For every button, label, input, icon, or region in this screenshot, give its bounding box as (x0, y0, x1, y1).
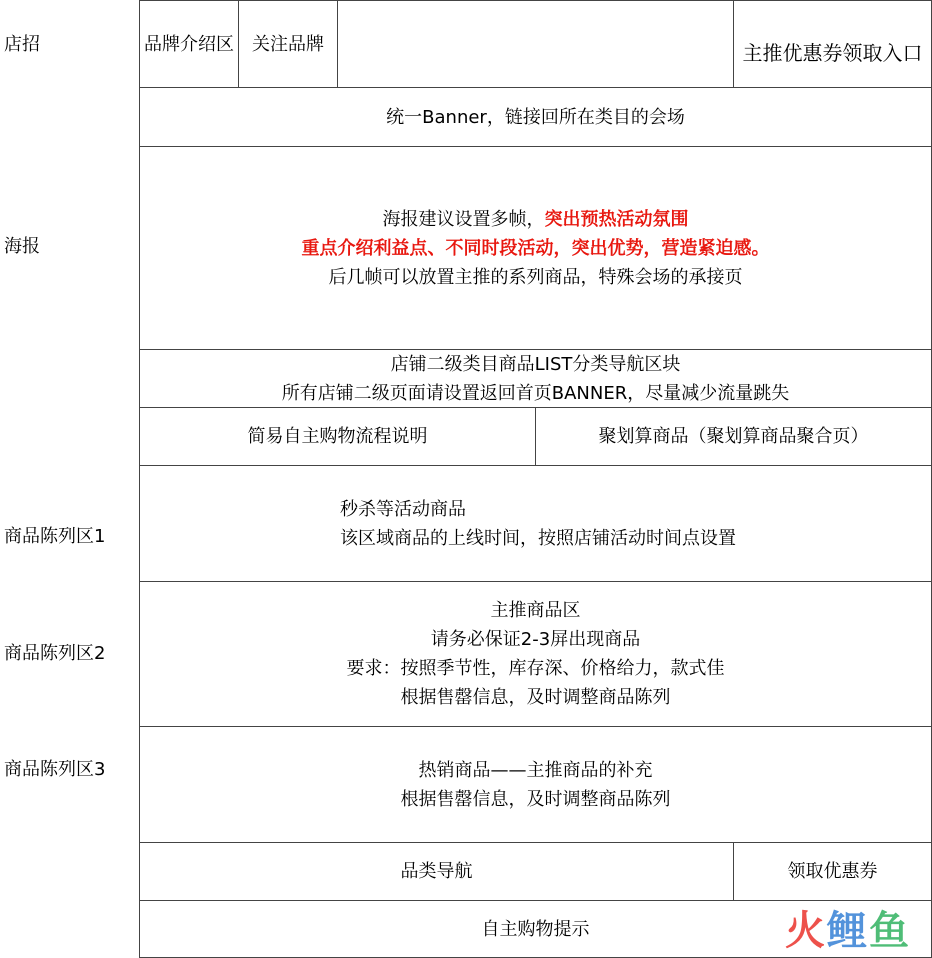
label-poster: 海报 (4, 236, 40, 257)
poster-cell (139, 147, 932, 350)
area2-line-2: 请务必保证2-3屏出现商品 (430, 629, 641, 650)
footer-text: 自主购物提示 (481, 918, 590, 940)
poster-line-2: 重点介绍利益点、不同时段活动，突出优势，营造紧迫感。 (301, 237, 770, 259)
nav-block-line-2: 所有店铺二级页面请设置返回首页BANNER，尽量减少流量跳失 (281, 382, 790, 404)
brand-intro-cell (139, 0, 239, 88)
coupon-entry-cell (734, 0, 932, 88)
banner-text: 统一Banner，链接回所在类目的会场 (386, 106, 685, 128)
footer-cell (139, 901, 932, 958)
poster-line-1: 海报建议设置多帧，突出预热活动氛围 (382, 208, 689, 230)
label-product-area-1: 商品陈列区1 (4, 526, 106, 547)
watermark-logo (785, 908, 909, 954)
label-product-area-3: 商品陈列区3 (4, 759, 106, 780)
area2-line-1: 主推商品区 (490, 600, 581, 621)
follow-brand-cell (239, 0, 338, 88)
area1-line-1: 秒杀等活动商品 (340, 498, 466, 520)
watermark-char-2: 鲤 (827, 908, 867, 954)
poster-line-3: 后几帧可以放置主推的系列商品，特殊会场的承接页 (328, 266, 743, 288)
area2-cell (139, 582, 932, 727)
category-nav-cell (139, 843, 734, 901)
get-coupon-text: 领取优惠券 (787, 861, 878, 882)
guide-right-cell (536, 408, 932, 466)
header-empty-cell (338, 0, 734, 88)
nav-block-cell (139, 350, 932, 408)
get-coupon-cell (734, 843, 932, 901)
coupon-entry-text: 主推优惠券领取入口 (742, 41, 923, 65)
category-nav-text: 品类导航 (400, 861, 473, 882)
guide-left-text: 简易自主购物流程说明 (247, 426, 428, 447)
label-product-area-2: 商品陈列区2 (4, 643, 106, 664)
guide-left-cell (139, 408, 536, 466)
label-shop-sign: 店招 (4, 34, 40, 55)
area2-line-3: 要求：按照季节性，库存深、价格给力，款式佳 (346, 658, 725, 679)
banner-cell (139, 88, 932, 147)
watermark-char-3: 鱼 (869, 908, 909, 954)
area1-cell (139, 466, 932, 582)
watermark-char-1: 火 (785, 908, 825, 954)
nav-block-line-1: 店铺二级类目商品LIST分类导航区块 (390, 353, 681, 375)
guide-right-text: 聚划算商品（聚划算商品聚合页） (598, 426, 869, 447)
area3-line-2: 根据售罄信息，及时调整商品陈列 (400, 788, 671, 810)
area1-line-2: 该区域商品的上线时间，按照店铺活动时间点设置 (340, 527, 736, 549)
brand-intro-text: 品牌介绍区 (144, 33, 234, 55)
area2-line-4: 根据售罄信息，及时调整商品陈列 (400, 687, 671, 708)
area3-line-1: 热销商品——主推商品的补充 (418, 759, 653, 781)
follow-brand-text: 关注品牌 (252, 33, 324, 55)
area3-cell (139, 727, 932, 843)
